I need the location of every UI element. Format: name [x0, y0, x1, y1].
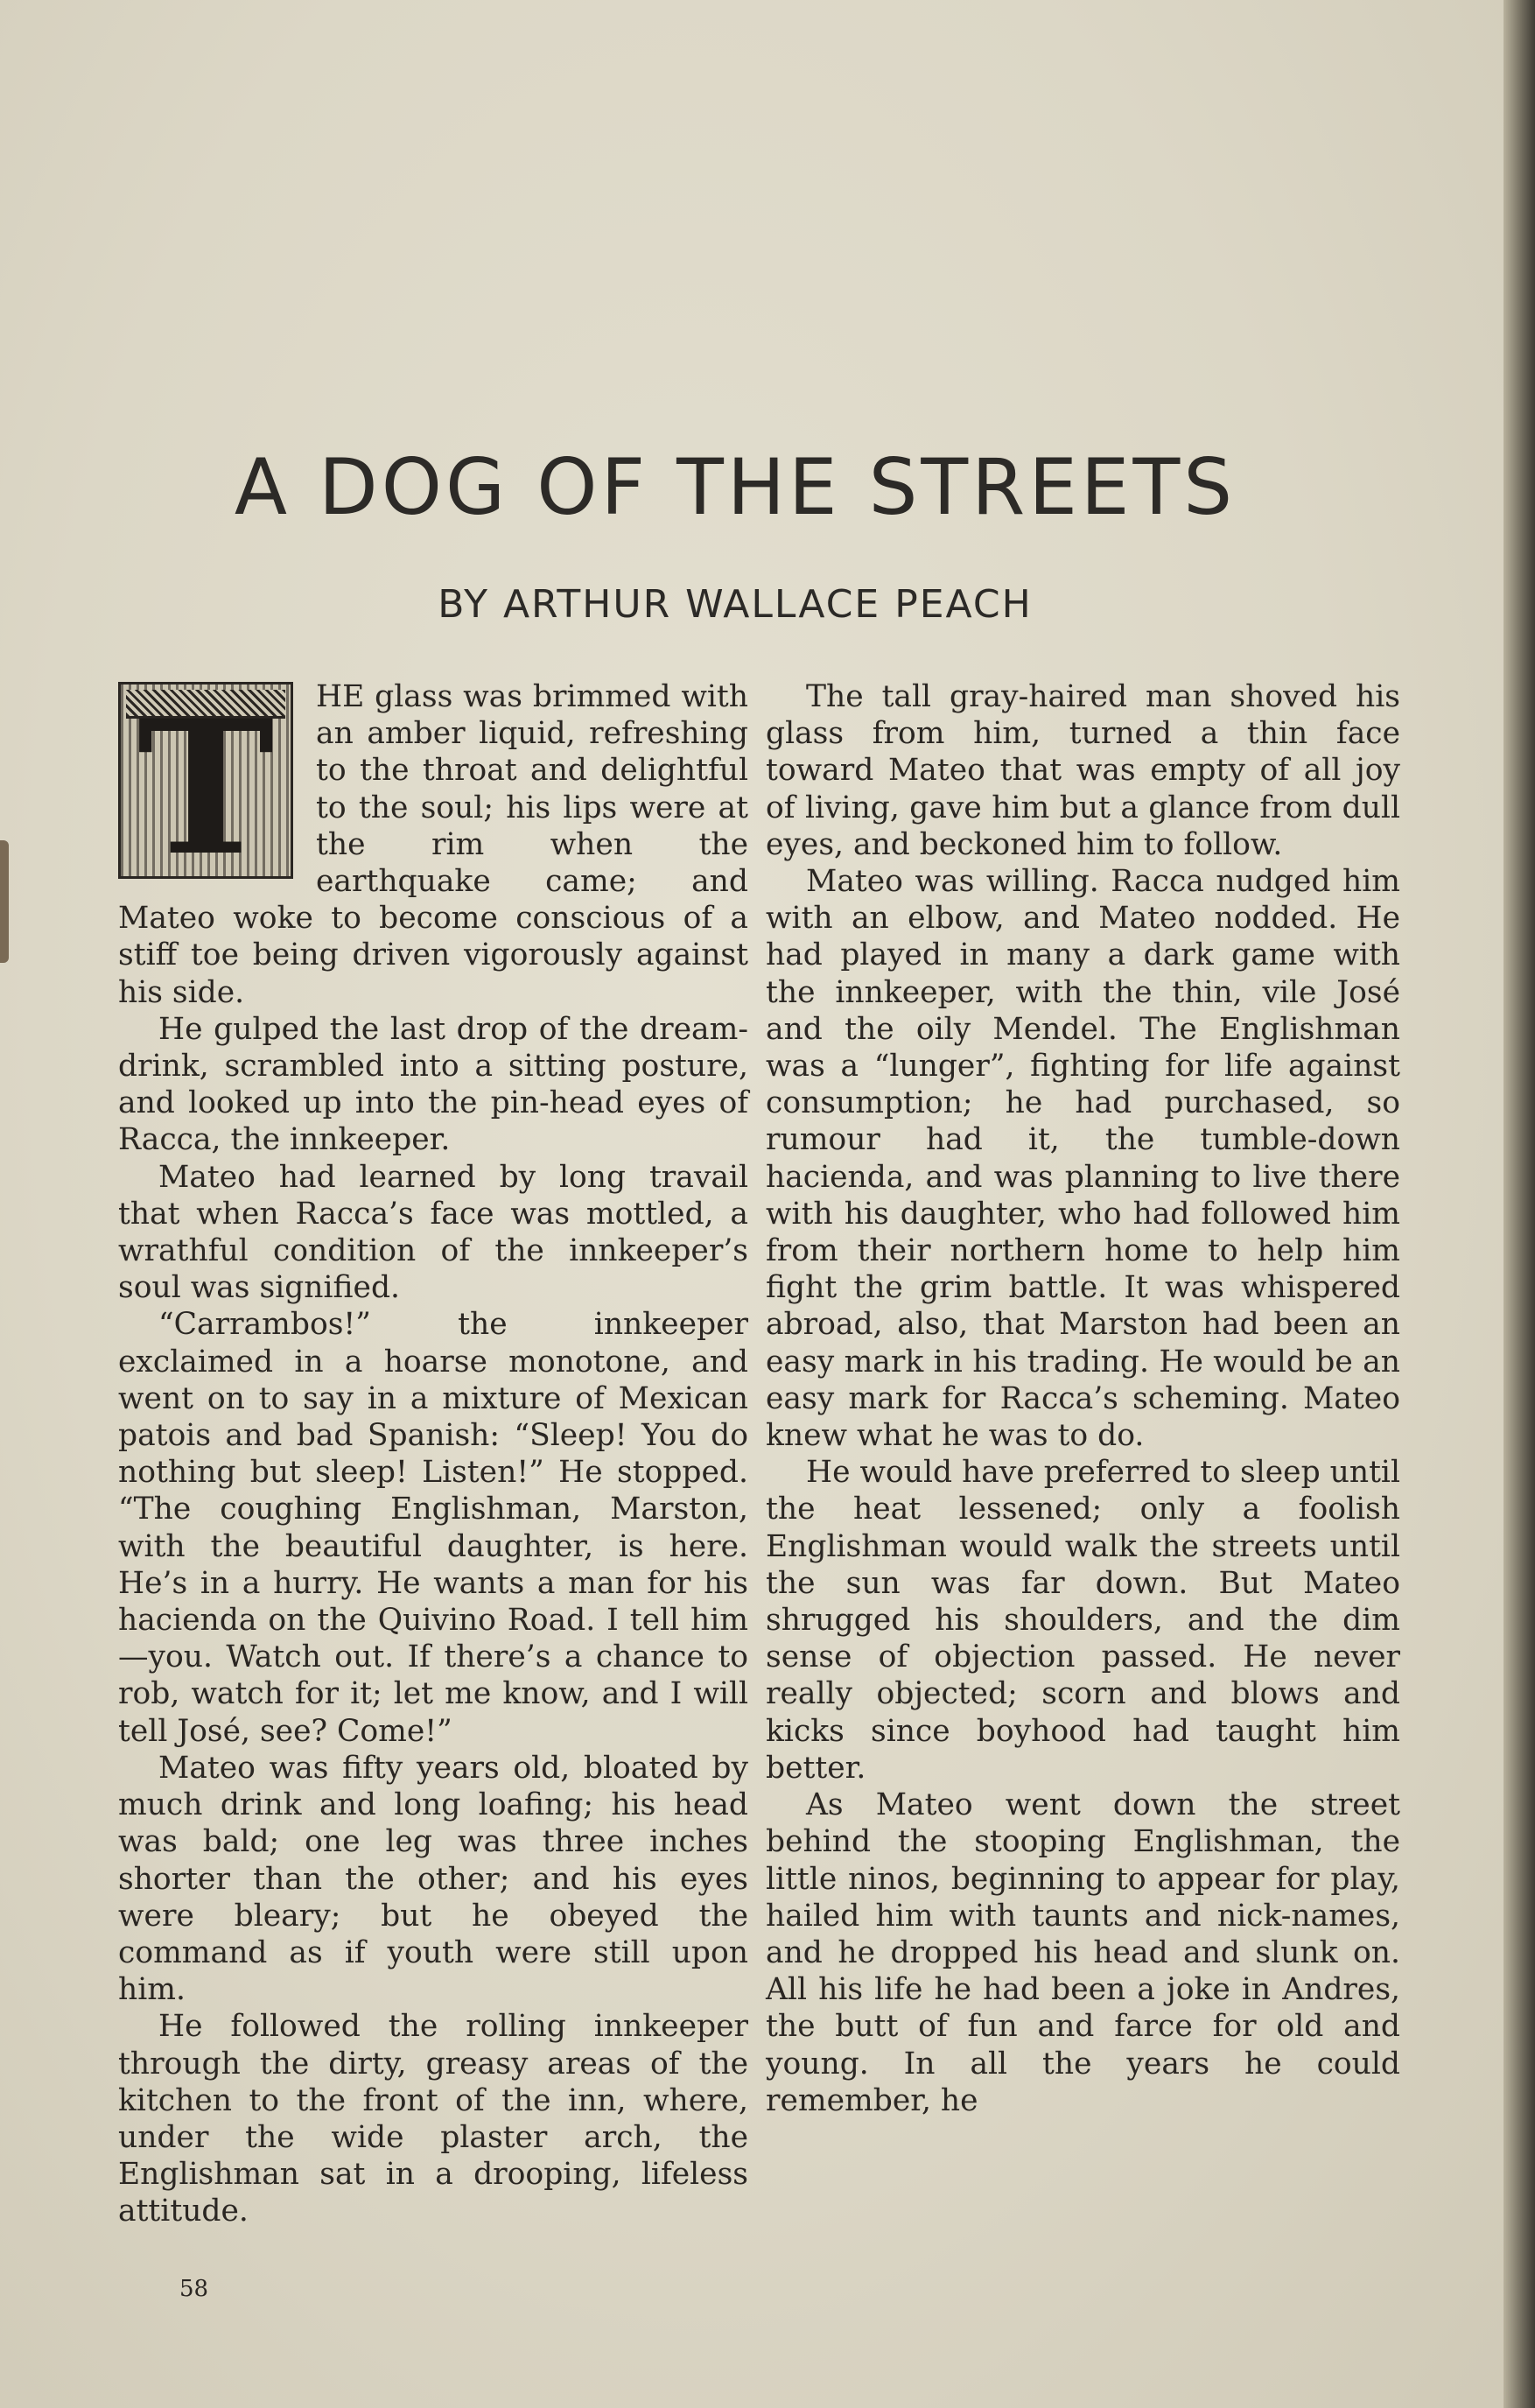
page-number: 58: [179, 2276, 209, 2302]
paragraph: Mateo was willing. Racca nudged him with an elbow, and Mateo nodded. He had played in many a dark game with the innkeeper, with the thin, vile José and the oily Mendel. The Englishman was a “lunger”, fighting for life against consumption; he had purchased, so rumour had it, the tumble-down hacienda, and was planning to live there with his daughter, who had followed him from their northern home to help him fight the grim battle. It was whispered abroad, also, that Marston had been an easy mark in his trading. He would be an easy mark for Racca’s scheming. Mateo knew what he was to do.: [766, 864, 1400, 1454]
paragraph: He would have preferred to sleep until the heat lessened; only a foolish Englishman would walk the streets until the sun was far down. But Mateo shrugged his shoulders, and the dim sense of objection passed. He never really objected; scorn and blows and kicks since boyhood had taught him better.: [766, 1455, 1400, 1786]
paragraph: As Mateo went down the street behind the stooping Englishman, the little ninos, beginning to appear for play, hailed him with taunts and nick-names, and he dropped his head and slunk on. All his life he had been a joke in Andres, the butt of fun and farce for old and young. In all the years he could remember, he: [766, 1787, 1400, 2118]
paragraph: He followed the rolling innkeeper through the dirty, greasy areas of the kitchen to the front of the inn, where, under the wide plaster arch, the Englishman sat in a drooping, lifeless attitude.: [118, 2009, 748, 2229]
paragraph: Mateo was fifty years old, bloated by much drink and long loafing; his head was bald; one leg was three inches shorter than the other; and his eyes were bleary; but he obeyed the command as if youth were still upon him.: [118, 1750, 748, 2008]
drop-cap-letter: T: [137, 680, 275, 896]
paragraph: “Carrambos!” the innkeeper exclaimed in a hoarse monotone, and went on to say in a mixture of Mexican patois and bad Spanish: “Sleep! You do nothing but sleep! Listen!” He stopped. “The coughing Englishman, Marston, with the beautiful daughter, is here. He’s in a hurry. He wants a man for his hacienda on the Quivino Road. I tell him—you. Watch out. If there’s a chance to rob, watch for it; let me know, and I will tell José, see? Come!”: [118, 1307, 748, 1749]
paragraph: He gulped the last drop of the dream-drink, scrambled into a sitting posture, and looked up into the pin-head eyes of Racca, the innkeeper.: [118, 1011, 748, 1158]
left-column: [118, 678, 748, 2230]
author-byline: BY ARTHUR WALLACE PEACH: [438, 582, 1033, 627]
page-edge-shadow: [1503, 0, 1535, 2408]
binding-mark: [0, 840, 9, 963]
right-column: [766, 678, 1400, 2119]
paragraph: The tall gray-haired man shoved his glass from him, turned a thin face toward Mateo that was empty of all joy of living, gave him but a glance from dull eyes, and beckoned him to follow.: [766, 679, 1400, 862]
paragraph: Mateo had learned by long travail that when Racca’s face was mottled, a wrathful condition of the innkeeper’s soul was signified.: [118, 1159, 748, 1306]
drop-cap-ornament: [118, 680, 293, 896]
story-title: A DOG OF THE STREETS: [234, 442, 1237, 532]
paragraph: HE glass was brimmed with an amber liquid, refreshing to the throat and delightful to the soul; his lips were at the rim when the earthquake came; and Mateo woke to become conscious of a stiff toe being driven vigorously against his side.: [118, 679, 748, 1010]
